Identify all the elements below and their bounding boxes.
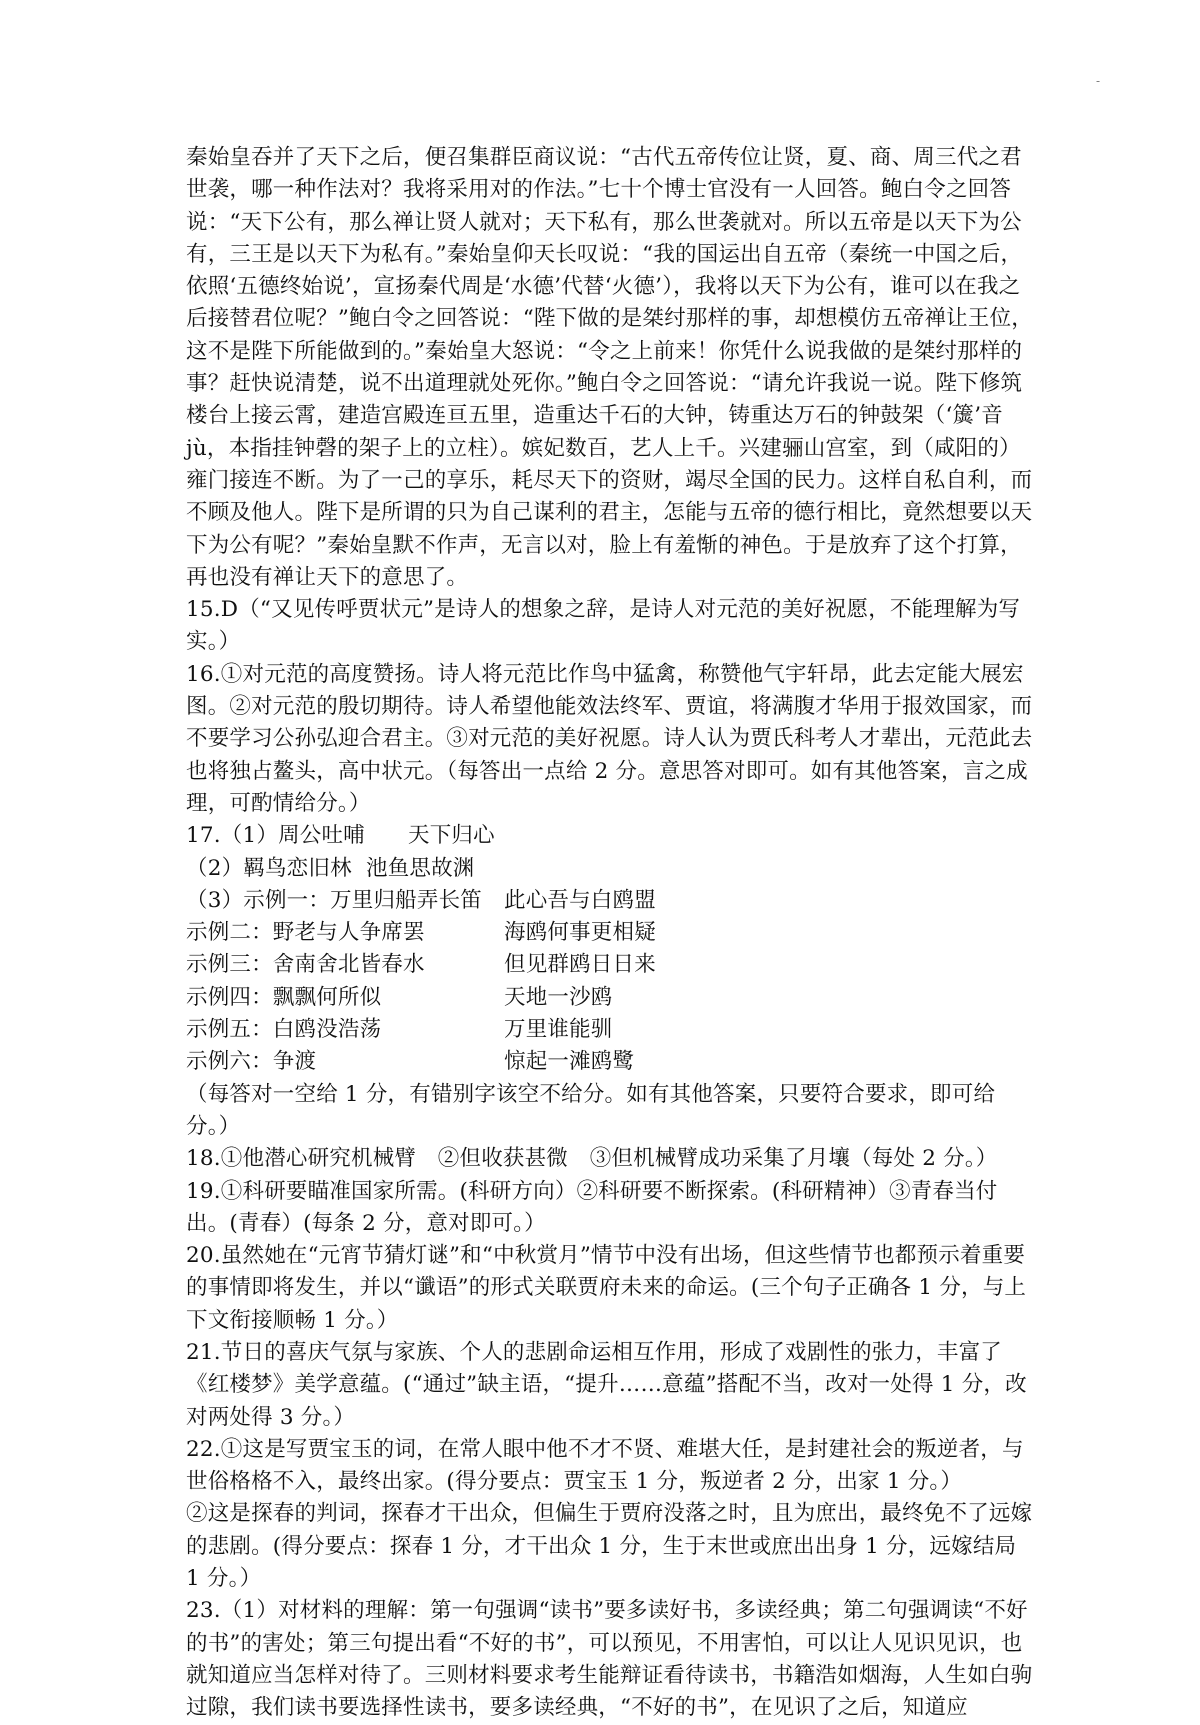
answer-17-part3-label: （3）示例一：万里归船弄长笛: [186, 887, 482, 913]
answer-19: 19.①科研要瞄准国家所需。(科研方向）②科研要不断探索。(科研精神）③青春当付出。(青春）(每条 2 分，意对即可。）: [186, 1178, 998, 1236]
answer-15: 15.D（“又见传呼贾状元”是诗人的想象之辞，是诗人对元范的美好祝愿，不能理解为写实。）: [186, 597, 1021, 655]
example-answer: 惊起一滩鸥鹭: [504, 1049, 635, 1075]
answer-17-example: [186, 982, 1036, 1014]
answer-22-1: 22.①这是写贾宝玉的词，在常人眼中他不才不贤、难堪大任，是封建社会的叛逆者，与世俗格格不入，最终出家。(得分要点：贾宝玉 1 分，叛逆者 2 分，出家 1 分。）: [186, 1436, 1024, 1495]
answer-18: 18.①他潜心研究机械臂 ②但收获甚微 ③但机械臂成功采集了月壤（每处 2 分。）: [186, 1146, 998, 1172]
answer-17-part3-answer: 此心吾与白鸥盟: [504, 887, 656, 913]
answer-17-part1: [186, 820, 1036, 852]
example-answer: 天地一沙鸥: [504, 984, 613, 1010]
answer-17-part1-label: 17.（1）周公吐哺: [186, 823, 365, 849]
translation-paragraph: 秦始皇吞并了天下之后，便召集群臣商议说：“古代五帝传位让贤，夏、商、周三代之君世袭，哪一种作法对？我将采用对的作法。”七十个博士官没有一人回答。鲍白令之回答说：“天下公有，那么禅让贤人就对；天下私有，那么世袭就对。所以五帝是以天下为公有，三王是以天下为私有。”秦始皇仰天长叹说：“我的国运出自五帝（秦统一中国之后，依照‘五德终始说’，宣扬秦代周是‘水德’代替‘火德’），我将以天下为公有，谁可以在我之后接替君位呢？”鲍白令之回答说：“陛下做的是桀纣那样的事，却想模仿五帝禅让王位，这不是陛下所能做到的。”秦始皇大怒说：“令之上前来！你凭什么说我做的是桀纣那样的事？赶快说清楚，说不出道理就处死你。”鲍白令之回答说：“请允许我说一说。陛下修筑楼台上接云霄，建造宫殿连亘五里，造重达千石的大钟，铸重达万石的钟鼓架（‘簴’音 jù，本指挂钟磬的架子上的立柱）。嫔妃数百，艺人上千。兴建骊山宫室，到（咸阳的）雍门接连不断。为了一己的享乐，耗尽天下的资财，竭尽全国的民力。这样自私自利，而不顾及他人。陛下是所谓的只为自己谋利的君主，怎能与五帝的德行相比，竟然想要以天下为公有呢？”秦始皇默不作声，无言以对，脸上有羞惭的神色。于是放弃了这个打算，再也没有禅让天下的意思了。: [186, 145, 1033, 590]
example-answer: 但见群鸥日日来: [504, 952, 656, 978]
example-label: 示例六：争渡: [186, 1049, 317, 1075]
header-mark: -: [1096, 74, 1101, 88]
answer-17-example: [186, 917, 1036, 949]
answer-21: 21.节日的喜庆气氛与家族、个人的悲剧命运相互作用，形成了戏剧性的张力，丰富了《红楼梦》美学意蕴。(“通过”缺主语，“提升……意蕴”搭配不当，改对一处得 1 分，改对两处得 3 分。）: [186, 1339, 1027, 1430]
answer-17-note: （每答对一空给 1 分，有错别字该空不给分。如有其他答案，只要符合要求，即可给分。）: [186, 1081, 996, 1139]
answer-17-part2: [186, 853, 1036, 885]
example-label: 示例四：飘飘何所似: [186, 984, 382, 1010]
answer-17-part2-answer: 池鱼思故渊: [366, 855, 475, 881]
answer-17-example: [186, 949, 1036, 981]
answer-17-part3: [186, 885, 1036, 917]
answer-16: 16.①对元范的高度赞扬。诗人将元范比作鸟中猛禽，称赞他气宇轩昂，此去定能大展宏图。②对元范的殷切期待。诗人希望他能效法终军、贾谊，将满腹才华用于报效国家，而不要学习公孙弘迎合君主。③对元范的美好祝愿。诗人认为贾氏科考人才辈出，元范此去也将独占鳌头，高中状元。（每答出一点给 2 分。意思答对即可。如有其他答案，言之成理，可酌情给分。）: [186, 661, 1033, 816]
answer-20: 20.虽然她在“元宵节猜灯谜”和“中秋赏月”情节中没有出场，但这些情节也都预示着重要的事情即将发生，并以“谶语”的形式关联贾府未来的命运。(三个句子正确各 1 分，与上下文衔接顺畅 1 分。）: [186, 1243, 1027, 1333]
answer-17-part1-answer: 天下归心: [408, 823, 495, 849]
answer-17-example: [186, 1046, 1036, 1078]
answer-17-example: [186, 1014, 1036, 1046]
example-label: 示例三：舍南舍北皆春水: [186, 952, 425, 978]
answer-17-part2-label: （2）羁鸟恋旧林: [186, 855, 352, 881]
example-answer: 海鸥何事更相疑: [504, 920, 656, 946]
example-label: 示例五：白鸥没浩荡: [186, 1017, 382, 1043]
example-label: 示例二：野老与人争席罢: [186, 920, 425, 946]
answer-content: [186, 142, 1036, 1725]
answer-23: 23.（1）对材料的理解：第一句强调“读书”要多读好书，多读经典；第二句强调读“不好的书”的害处；第三句提出看“不好的书”，可以预见，不用害怕，可以让人见识见识，也就知道应当怎样对待了。三则材料要求考生能辩证看待读书，书籍浩如烟海，人生如白驹过隙，我们读书要选择性读书，要多读经典，“不好的书”，在见识了之后，知道应: [186, 1598, 1033, 1721]
example-answer: 万里谁能驯: [504, 1017, 613, 1043]
answer-22-2: ②这是探春的判词，探春才干出众，但偏生于贾府没落之时，且为庶出，最终免不了远嫁的悲剧。(得分要点：探春 1 分，才干出众 1 分，生于末世或庶出出身 1 分，远嫁结局 1 分。）: [186, 1501, 1033, 1592]
